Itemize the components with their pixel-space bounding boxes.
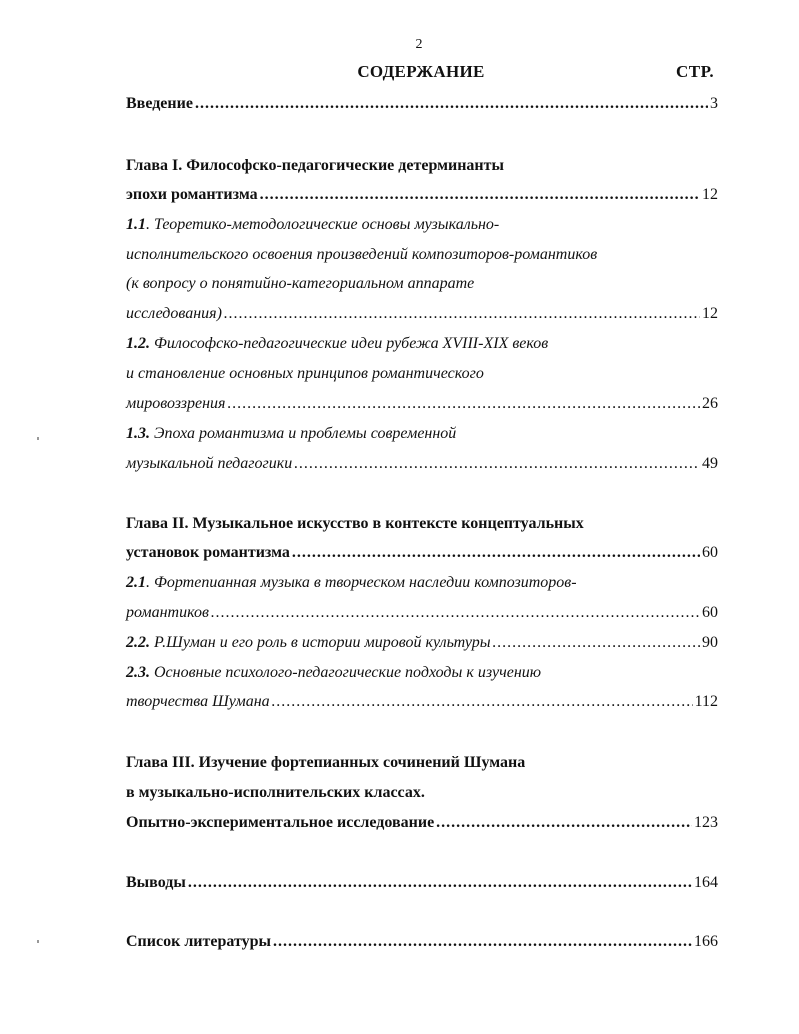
- page-column-label: СТР.: [676, 62, 715, 81]
- section-text: . Теоретико-методологические основы музыкально-: [146, 216, 500, 233]
- section-2-3-line1[interactable]: [126, 662, 718, 684]
- leader-dots: [292, 542, 700, 564]
- toc-entry-section-1-2[interactable]: [126, 393, 718, 415]
- leader-dots: [260, 184, 700, 206]
- toc-entry-intro[interactable]: [126, 93, 718, 115]
- section-text: Р.Шуман и его роль в истории мировой культуры: [150, 634, 491, 651]
- entry-page: 26: [702, 395, 718, 412]
- entry-title: творчества Шумана: [126, 693, 270, 710]
- section-1-1-line3: (к вопросу о понятийно-категориальном аппарате: [126, 275, 475, 292]
- toc-entry-section-2-1[interactable]: [126, 602, 718, 624]
- chapter-3-title-line2: в музыкально-исполнительских классах.: [126, 784, 425, 801]
- toc-entry-section-1-3[interactable]: [126, 453, 718, 475]
- entry-title: установок романтизма: [126, 544, 290, 561]
- entry-page: 60: [702, 604, 718, 621]
- section-text: Эпоха романтизма и проблемы современной: [150, 425, 457, 442]
- leader-dots: [272, 691, 693, 713]
- leader-dots: [227, 393, 700, 415]
- section-text: Основные психолого-педагогические подходы к изучению: [150, 664, 542, 681]
- section-2-1-line1[interactable]: [126, 572, 718, 594]
- section-number: 1.2.: [126, 335, 150, 352]
- entry-page: 164: [694, 874, 718, 891]
- entry-title: Список литературы: [126, 933, 271, 950]
- scan-mark: [37, 940, 39, 943]
- section-1-3-line1[interactable]: [126, 423, 718, 445]
- toc-heading: СОДЕРЖАНИЕ: [357, 62, 485, 81]
- entry-page: 90: [702, 634, 718, 651]
- entry-page: 3: [710, 95, 718, 112]
- chapter-3-title-line1[interactable]: Глава III. Изучение фортепианных сочинений Шумана: [126, 754, 526, 771]
- section-number: 2.2.: [126, 634, 150, 651]
- entry-title: музыкальной педагогики: [126, 455, 293, 472]
- leader-dots: [195, 93, 708, 115]
- leader-dots: [294, 453, 700, 475]
- entry-title: романтиков: [126, 604, 209, 621]
- section-1-1-line1[interactable]: [126, 214, 718, 236]
- toc-entry-section-2-2[interactable]: [126, 632, 718, 654]
- toc-entry-chapter-3[interactable]: [126, 812, 718, 834]
- entry-title: [126, 632, 491, 654]
- entry-page: 112: [694, 693, 718, 710]
- section-1-2-line1[interactable]: [126, 333, 718, 355]
- entry-page: 60: [702, 544, 718, 561]
- entry-title: Введение: [126, 95, 193, 112]
- chapter-2-title-line1[interactable]: Глава II. Музыкальное искусство в контексте концептуальных: [126, 515, 584, 532]
- section-text: Философско-педагогические идеи рубежа XVIII-XIX веков: [150, 335, 549, 352]
- section-text: . Фортепианная музыка в творческом наследии композиторов-: [146, 574, 577, 591]
- toc-entry-chapter-1[interactable]: [126, 184, 718, 206]
- entry-title: мировоззрения: [126, 395, 226, 412]
- chapter-1-title-line1[interactable]: Глава I. Философско-педагогические детерминанты: [126, 157, 504, 174]
- section-number: 1.1: [126, 216, 146, 233]
- leader-dots: [211, 602, 700, 624]
- section-1-2-line2: и становление основных принципов романтического: [126, 365, 484, 382]
- section-number: 2.3.: [126, 664, 150, 681]
- section-1-1-line2: исполнительского освоения произведений композиторов-романтиков: [126, 246, 598, 263]
- entry-title: исследования): [126, 305, 222, 322]
- leader-dots: [493, 632, 700, 654]
- toc-entry-chapter-2[interactable]: [126, 542, 718, 564]
- entry-title: Опытно-экспериментальное исследование: [126, 814, 435, 831]
- leader-dots: [273, 931, 692, 953]
- toc-entry-bibliography[interactable]: [126, 931, 718, 953]
- toc-entry-section-1-1[interactable]: [126, 303, 718, 325]
- section-number: 1.3.: [126, 425, 150, 442]
- entry-title: Выводы: [126, 874, 186, 891]
- entry-title: эпохи романтизма: [126, 186, 258, 203]
- toc-entry-conclusions[interactable]: [126, 872, 718, 894]
- page-number: 2: [415, 37, 423, 52]
- section-number: 2.1: [126, 574, 146, 591]
- entry-page: 12: [702, 186, 718, 203]
- toc-entry-section-2-3[interactable]: [126, 691, 718, 713]
- leader-dots: [436, 812, 692, 834]
- entry-page: 166: [694, 933, 718, 950]
- entry-page: 49: [702, 455, 718, 472]
- scan-mark: [37, 437, 39, 440]
- leader-dots: [188, 872, 692, 894]
- entry-page: 12: [702, 305, 718, 322]
- entry-page: 123: [694, 814, 718, 831]
- leader-dots: [224, 303, 700, 325]
